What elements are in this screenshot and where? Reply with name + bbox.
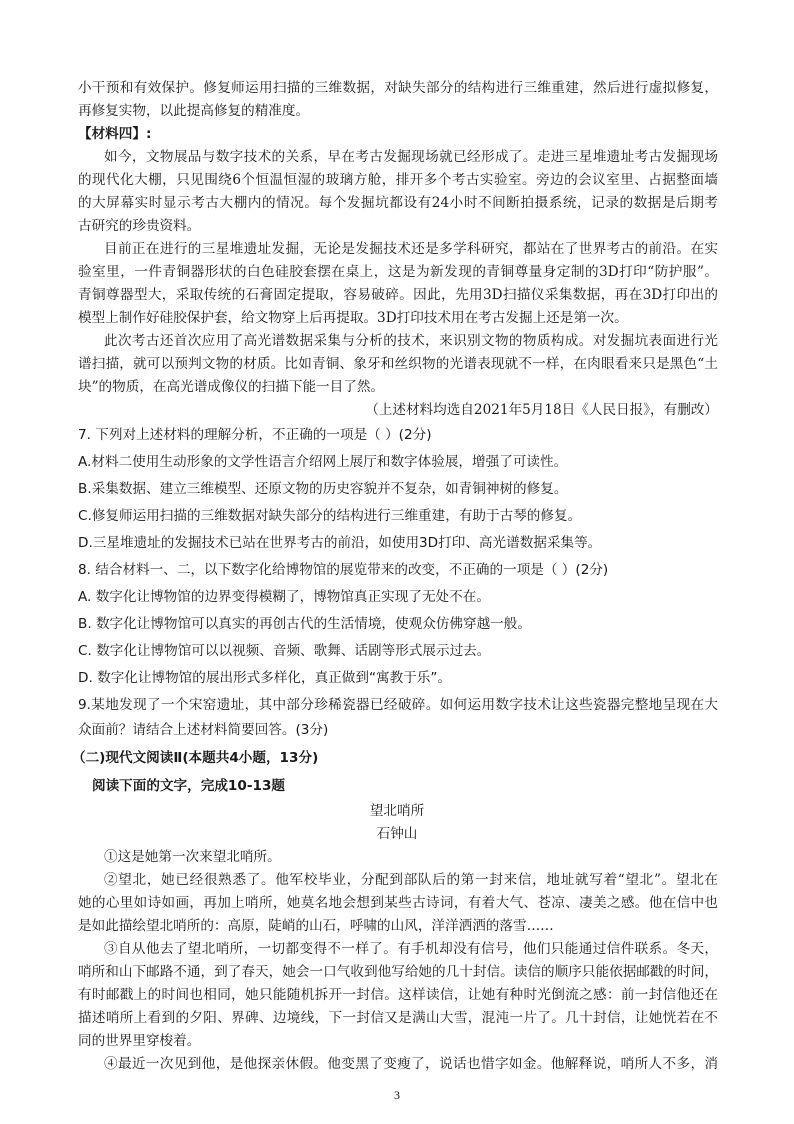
q7-option-d: D.三星堆遗址的发掘技术已站在世界考古的前沿，如使用3D打印、高光谱数据采集等。 <box>78 535 602 551</box>
material4-p3-line-1: 此次考古还首次应用了高光谱数据采集与分析的技术，来识别文物的物质构成。对发掘坑表面进行光 <box>104 333 718 349</box>
story-p3-line-2: 哨所和山下邮路不通，到了春天，她会一口气收到他写给她的几十封信。读信的顺序只能依据邮戳的时间， <box>78 964 718 980</box>
source-note: （上述材料均选自2021年5月18日《人民日报》，有删改） <box>365 402 718 418</box>
material4-p2-line-3: 青铜尊器型大，采取传统的石膏固定提取，容易破碎。因此，先用3D扫描仪采集数据，再在3D打印出的 <box>78 287 718 303</box>
material4-p2-line-4: 模型上制作好硅胶保护套，给文物穿上后再提取。3D打印技术用在考古发掘上还是第一次。 <box>78 310 628 326</box>
material4-p3-line-2: 谱扫描，就可以预判文物的材质。比如青铜、象牙和丝织物的光谱表现就不一样，在肉眼看来只是黑色“土 <box>78 356 718 372</box>
q7-option-b: B.采集数据、建立三维模型、还原文物的历史容貌并不复杂，如青铜神树的修复。 <box>78 481 568 497</box>
q8-option-c: C. 数字化让博物馆可以以视频、音频、歌舞、话剧等形式展示过去。 <box>78 643 491 659</box>
story-p1: ①这是她第一次来望北哨所。 <box>104 849 281 865</box>
material4-heading: 【材料四】: <box>78 126 152 142</box>
q9-line-2: 众面前？请结合上述材料简要回答。(3分) <box>78 722 329 738</box>
story-p3-line-5: 同的世界里穿梭着。 <box>78 1033 201 1049</box>
material4-p1-line-1: 如今，文物展品与数字技术的关系，早在考古发掘现场就已经形成了。走进三星堆遗址考古发掘现场 <box>104 149 718 165</box>
story-p2-line-2: 她的心里如诗如画，再加上哨所，她莫名地会想到某些古诗词，有着大气、苍凉、凄美之感。他在信中也 <box>78 895 718 911</box>
section2-title: （二)现代文阅读Ⅱ(本题共4小题，13分) <box>72 750 319 766</box>
story-p4-line-1: ④最近一次见到他，是他探亲休假。他变黑了变瘦了，说话也惜字如金。他解释说，哨所人不多，消 <box>104 1056 718 1072</box>
section2-instruction: 阅读下面的文字，完成10-13题 <box>92 778 286 794</box>
story-title: 望北哨所 <box>369 803 425 819</box>
material3-line-2: 再修复实物，以此提高修复的精准度。 <box>78 103 310 119</box>
material3-line-1: 小干预和有效保护。修复师运用扫描的三维数据，对缺失部分的结构进行三维重建，然后进行虚拟修复， <box>78 80 718 96</box>
material4-p1-line-4: 古研究的珍贵资料。 <box>78 218 201 234</box>
story-author: 石钟山 <box>376 826 418 842</box>
story-p2-line-1: ②望北，她已经很熟悉了。他军校毕业，分配到部队后的第一封来信，地址就写着“望北”。望北在 <box>104 872 718 888</box>
q8-option-b: B. 数字化让博物馆可以真实的再创古代的生活情境，使观众仿佛穿越一般。 <box>78 616 531 632</box>
material4-p2-line-2: 验室里，一件青铜器形状的白色硅胶套摆在桌上，这是为新发现的青铜尊量身定制的3D打印“防护服”。 <box>78 264 718 280</box>
page-number: 3 <box>394 1088 400 1102</box>
story-p3-line-4: 描述哨所上看到的夕阳、界碑、边境线，下一封信又是满山大雪，混沌一片了。几十封信，让她恍若在不 <box>78 1010 718 1026</box>
story-p3-line-1: ③自从他去了望北哨所，一切都变得不一样了。有手机却没有信号，他们只能通过信件联系。冬天， <box>104 941 718 957</box>
q7-option-c: C.修复师运用扫描的三维数据对缺失部分的结构进行三维重建，有助于古琴的修复。 <box>78 508 582 524</box>
q7-stem: 7. 下列对上述材料的理解分析，不正确的一项是（ ）(2分) <box>78 427 432 443</box>
q7-option-a: A.材料二使用生动形象的文学性语言介绍网上展厅和数字体验展，增强了可读性。 <box>78 454 568 470</box>
story-p3-line-3: 有时邮戳上的时间也相同，她只能随机拆开一封信。这样读信，让她有种时光倒流之感：前一封信他还在 <box>78 987 718 1003</box>
material4-p1-line-2: 的现代化大棚，只见围绕6个恒温恒湿的玻璃方舱，排开多个考古实验室。旁边的会议室里、占据整面墙 <box>78 172 718 188</box>
story-p2-line-3: 是如此描绘望北哨所的：高原，陡峭的山石，呼啸的山风，洋洋洒洒的落雪…… <box>78 918 554 934</box>
q8-stem: 8. 结合材料一、二，以下数字化给博物馆的展览带来的改变，不正确的一项是（ ）(2分) <box>78 562 609 578</box>
q8-option-a: A. 数字化让博物馆的边界变得模糊了，博物馆真正实现了无处不在。 <box>78 589 490 605</box>
material4-p2-line-1: 目前正在进行的三星堆遗址发掘，无论是发掘技术还是多学科研究，都站在了世界考古的前沿。在实 <box>104 241 718 257</box>
material4-p1-line-3: 的大屏幕实时显示考古大棚内的情况。每个发掘坑都设有24小时不间断拍摄系统，记录的数据是后期考 <box>78 195 718 211</box>
q9-line-1: 9.某地发现了一个宋窑遗址，其中部分珍稀瓷器已经破碎。如何运用数字技术让这些瓷器完整地呈现在大 <box>78 697 718 713</box>
q8-option-d: D. 数字化让博物馆的展出形式多样化，真正做到“寓教于乐”。 <box>78 670 452 686</box>
material4-p3-line-3: 块”的物质，在高光谱成像仪的扫描下能一目了然。 <box>78 379 385 395</box>
